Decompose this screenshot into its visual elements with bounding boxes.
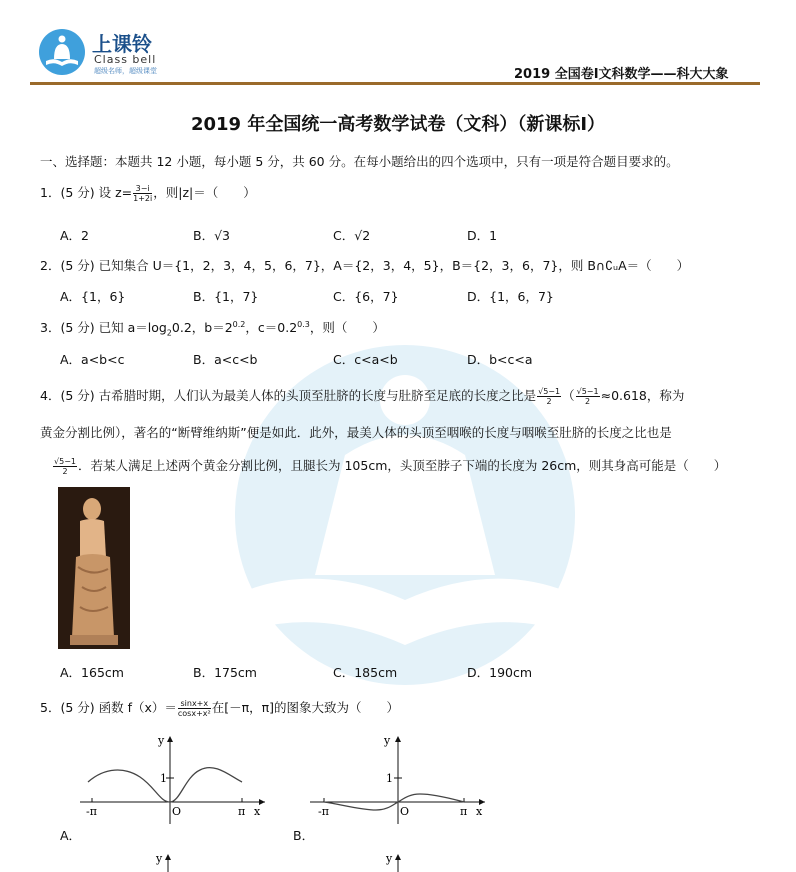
graph-b-origin-label: O	[400, 805, 410, 818]
graph-a-one-label: 1	[160, 772, 167, 785]
venus-statue-image	[58, 487, 130, 649]
question-4-line-3	[52, 456, 726, 476]
graph-a-y-label: y	[158, 734, 165, 747]
q1-option-c: C．√2	[333, 228, 371, 243]
q4-text: （	[562, 388, 575, 403]
q3-option-a: A．a<b<c	[60, 352, 125, 367]
question-1-suffix: ，则|z|＝（ ）	[153, 185, 256, 200]
question-1-fraction	[133, 184, 152, 203]
q2-option-a: A．{1，6}	[60, 289, 126, 304]
fraction-denominator: 1+2i	[133, 194, 153, 203]
q4-fraction	[53, 457, 77, 476]
logo-subtitle: Class bell	[94, 53, 157, 66]
fraction-denominator: 2	[585, 397, 591, 406]
graph-b-pi-label: π	[460, 805, 468, 818]
q3-option-d: D．b<c<a	[467, 352, 533, 367]
q1-option-b: B．√3	[193, 228, 230, 243]
question-4-line-2: 黄金分割比例），著名的“断臂维纳斯”便是如此．此外，最美人体的头顶至咽喉的长度与咽喉至肚脐的长度之比也是	[40, 425, 672, 440]
header-exam-title: 2019 全国卷Ⅰ文科数学——科大大象	[514, 67, 729, 82]
q4-text: ≈0.618，称为	[600, 388, 685, 403]
q5-text: 5．(5 分) 函数 f（x）＝	[40, 700, 177, 715]
q3-subscript: 2	[166, 328, 172, 338]
graph-a-pi-label: π	[238, 805, 246, 818]
fraction-numerator: √5−1	[538, 387, 561, 396]
q1-option-d: D．1	[467, 228, 498, 243]
q4-fraction	[537, 387, 561, 406]
q2-option-b: B．{1，7}	[193, 289, 259, 304]
bell-logo-icon	[38, 28, 86, 76]
fraction-numerator: 3−i	[133, 184, 152, 194]
logo-title: 上课铃	[92, 32, 152, 56]
q3-superscript: 0.3	[297, 319, 310, 329]
fraction-denominator: cosx+x²	[177, 709, 211, 718]
q4-text: 4．(5 分) 古希腊时期，人们认为最美人体的头顶至肚脐的长度与肚脐至足底的长度之比是	[40, 388, 537, 403]
q3-part: 0.2，b＝2	[171, 320, 233, 335]
q4-text: ．若某人满足上述两个黄金分割比例，且腿长为 105cm，头顶至脖子下端的长度为 26cm，则其身高可能是（ ）	[77, 458, 727, 473]
question-3	[40, 318, 385, 338]
graph-b-y-label: y	[384, 734, 391, 747]
page-title: 2019 年全国统一高考数学试卷（文科）（新课标Ⅰ）	[190, 114, 606, 135]
q4-option-b: B．175cm	[193, 665, 257, 680]
q4-fraction	[576, 387, 600, 406]
graph-b-x-label: x	[476, 805, 483, 818]
header-divider	[30, 82, 760, 85]
section-heading: 一、选择题：本题共 12 小题，每小题 5 分，共 60 分。在每小题给出的四个选项中，只有一项是符合题目要求的。	[40, 154, 679, 169]
q4-option-c: C．185cm	[333, 665, 398, 680]
graph-option-b	[310, 732, 490, 827]
fraction-denominator: 2	[62, 467, 68, 476]
q2-option-c: C．{6，7}	[333, 289, 399, 304]
q1-option-a: A．2	[60, 228, 90, 243]
fraction-numerator: √5−1	[54, 457, 76, 466]
graph-option-d-partial	[380, 850, 410, 872]
q3-part: 3．(5 分) 已知 a＝log	[40, 320, 167, 335]
q5-option-b: B．	[293, 828, 315, 843]
graph-c-y-label: y	[156, 852, 163, 865]
fraction-numerator: sinx+x	[178, 699, 211, 709]
graph-b-one-label: 1	[386, 772, 393, 785]
q4-option-d: D．190cm	[467, 665, 533, 680]
question-2: 2．(5 分) 已知集合 U＝{1，2，3，4，5，6，7}，A＝{2，3，4，5}，B＝{2，3，6，7}，则 B∩∁ᵤA＝（ ）	[40, 258, 690, 273]
q2-option-d: D．{1，6，7}	[467, 289, 554, 304]
q4-option-a: A．165cm	[60, 665, 124, 680]
graph-b-neg-pi-label: -π	[318, 805, 329, 818]
graph-a-neg-pi-label: -π	[86, 805, 97, 818]
graph-a-x-label: x	[254, 805, 261, 818]
q5-option-a: A．	[60, 828, 82, 843]
q3-option-b: B．a<c<b	[193, 352, 258, 367]
q5-text: 在[－π，π]的图象大致为（ ）	[211, 700, 400, 715]
fraction-denominator: 2	[546, 397, 552, 406]
fraction-numerator: √5−1	[576, 387, 599, 396]
q5-fraction	[178, 699, 211, 718]
graph-option-c-partial	[150, 850, 180, 872]
graph-option-a	[80, 732, 270, 827]
q3-superscript: 0.2	[232, 319, 246, 329]
question-1-prefix: 1．(5 分) 设 z=	[40, 185, 133, 200]
logo-tagline: 超级名师，超级课堂	[94, 67, 157, 75]
graph-a-origin-label: O	[172, 805, 182, 818]
q3-part: ，c＝0.2	[245, 320, 298, 335]
graph-d-y-label: y	[386, 852, 393, 865]
question-5	[40, 698, 399, 718]
question-1	[40, 183, 256, 203]
q3-option-c: C．c<a<b	[333, 352, 398, 367]
question-4-line-1	[40, 386, 684, 406]
q3-part: ，则（ ）	[309, 320, 385, 335]
